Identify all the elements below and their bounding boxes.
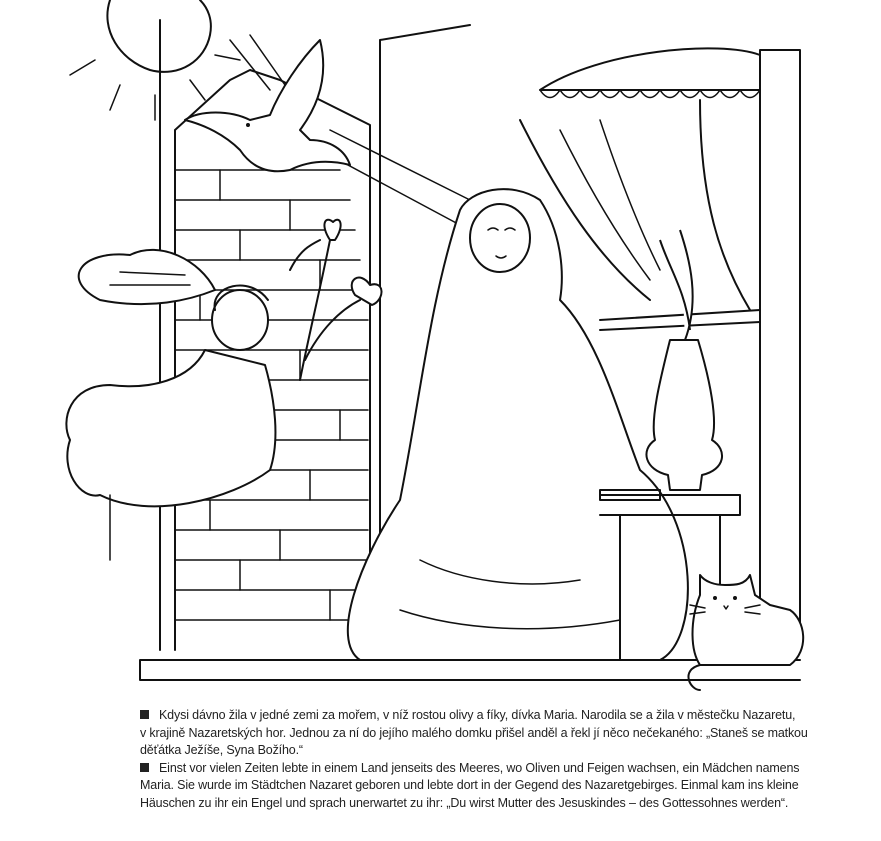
- mary-icon: [348, 189, 688, 660]
- caption-line: v krajině Nazaretských hor. Jednou za ní do jejího malého domku přišel anděl a řekl jí něco nečekaného: „Staneš se matkou: [140, 725, 808, 740]
- vase-icon: [646, 340, 722, 490]
- sun-icon: [70, 0, 240, 120]
- caption-line: [140, 760, 820, 778]
- bullet-icon: [140, 710, 149, 719]
- caption: [140, 707, 820, 812]
- caption-line: [140, 707, 820, 725]
- caption-text: Kdysi dávno žila v jedné zemi za mořem, v níž rostou olivy a fíky, dívka Maria. Narodila se a žila v městečku Nazaretu,: [159, 708, 796, 722]
- bullet-icon: [140, 763, 149, 772]
- cat-icon: [688, 575, 803, 690]
- caption-line: děťátka Ježíše, Syna Božího.“: [140, 743, 303, 757]
- angel-icon: [66, 250, 275, 560]
- caption-line: Maria. Sie wurde im Städtchen Nazaret geboren und lebte dort in der Gegend des Nazaretgebirges. Einmal kam ins kleine: [140, 778, 799, 792]
- caption-line: Häuschen zu ihr ein Engel und sprach unerwartet zu ihr: „Du wirst Mutter des Jesuskindes – des Gottessohnes werden“.: [140, 795, 789, 810]
- caption-czech: [140, 707, 820, 760]
- caption-text: Einst vor vielen Zeiten lebte in einem Land jenseits des Meeres, wo Oliven und Feigen wachsen, ein Mädchen namens: [159, 760, 800, 775]
- caption-german: [140, 760, 820, 813]
